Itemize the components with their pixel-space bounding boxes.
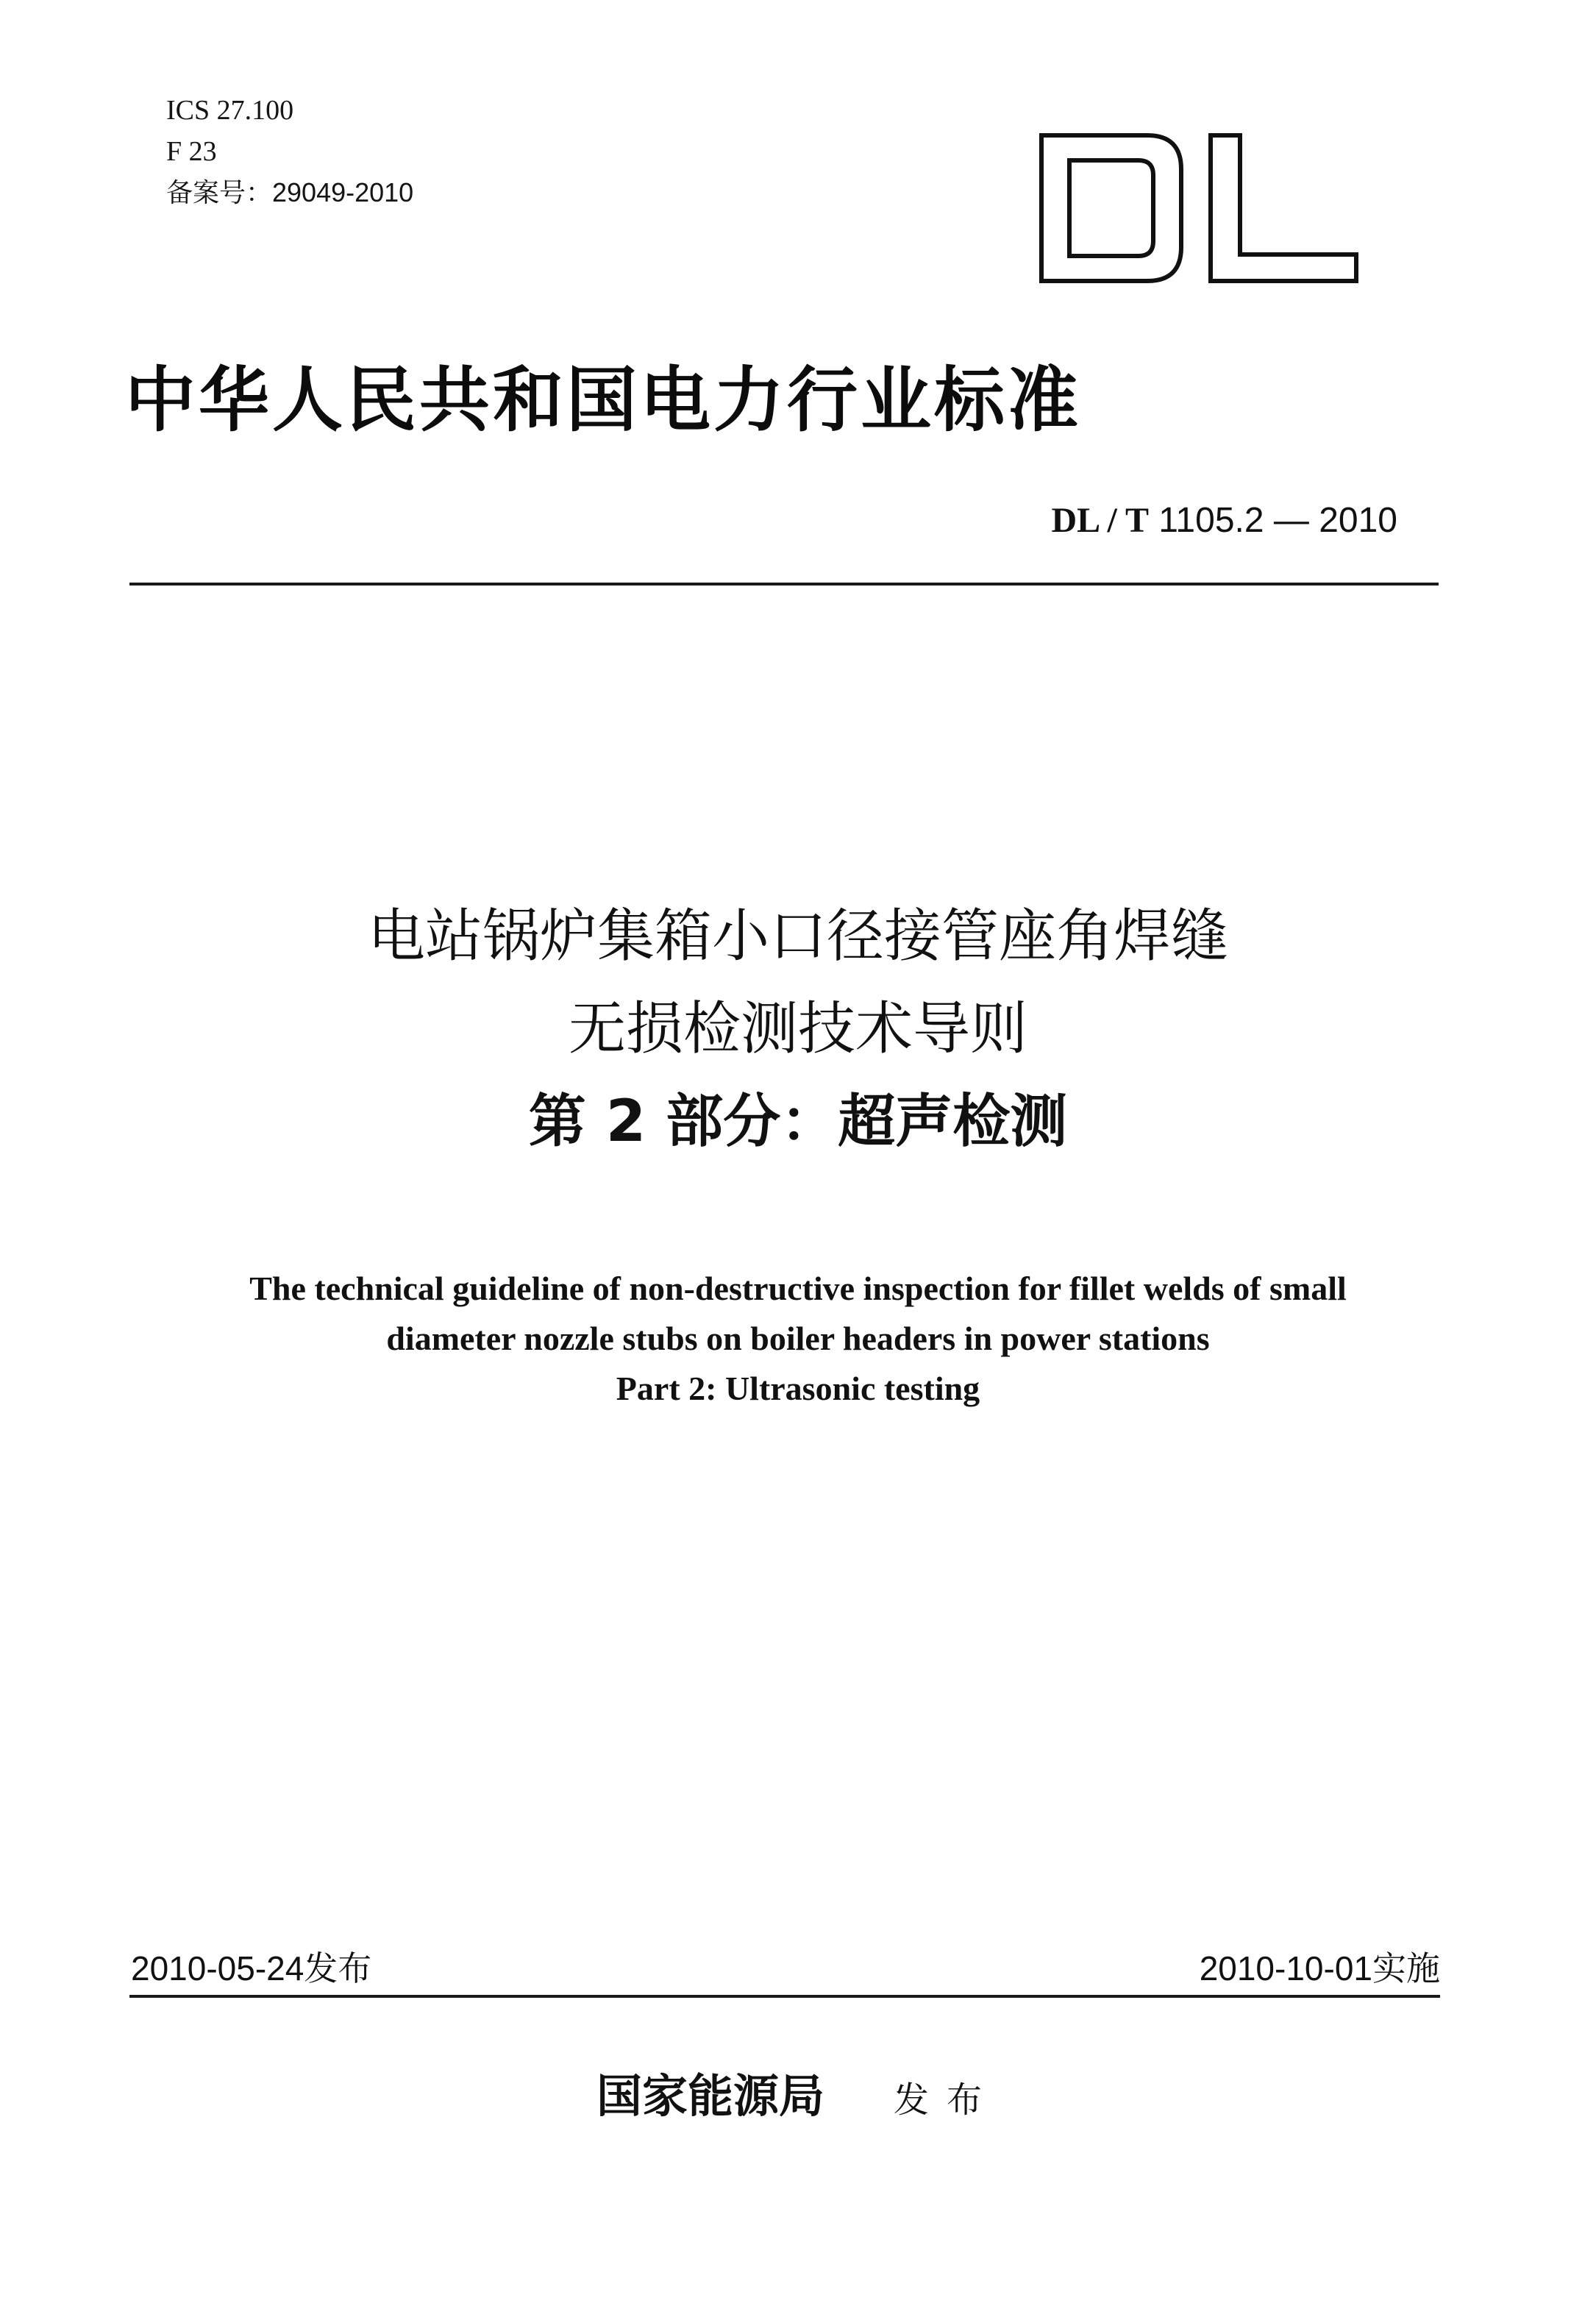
english-title-line-3: Part 2: Ultrasonic testing bbox=[616, 1370, 980, 1407]
english-title-line-2: diameter nozzle stubs on boiler headers in power stations bbox=[386, 1320, 1210, 1357]
classification-block bbox=[166, 90, 413, 213]
issue-date: 2010-05-24发布 bbox=[131, 1949, 372, 1987]
ics-code: ICS 27.100 bbox=[166, 95, 294, 126]
ccs-code: F 23 bbox=[166, 136, 217, 167]
standard-number bbox=[1051, 500, 1397, 541]
standard-category-title: 中华人民共和国电力行业标准 bbox=[125, 358, 1081, 441]
bottom-divider bbox=[129, 1995, 1440, 1998]
publish-action: 发布 bbox=[894, 2079, 1000, 2121]
publisher-line bbox=[0, 2060, 1596, 2125]
chinese-title-line-2: 无损检测技术导则 bbox=[568, 996, 1027, 1062]
top-divider bbox=[129, 583, 1439, 586]
standard-code: 1105.2 — 2010 bbox=[1158, 501, 1397, 540]
chinese-title bbox=[0, 890, 1596, 1168]
effective-date: 2010-10-01实施 bbox=[1199, 1949, 1440, 1987]
filing-number: 备案号：29049-2010 bbox=[166, 177, 414, 207]
english-title bbox=[0, 1264, 1596, 1414]
dates-row bbox=[131, 1942, 1440, 1993]
chinese-title-line-1: 电站锅炉集箱小口径接管座角焊缝 bbox=[367, 903, 1228, 969]
standard-prefix: DL / T bbox=[1051, 501, 1149, 540]
english-title-line-1: The technical guideline of non-destructive inspection for fillet welds of small bbox=[249, 1270, 1347, 1307]
publisher-name: 国家能源局 bbox=[596, 2069, 824, 2123]
dl-logo bbox=[1037, 131, 1361, 285]
chinese-title-line-3: 第 2 部分：超声检测 bbox=[528, 1089, 1068, 1155]
